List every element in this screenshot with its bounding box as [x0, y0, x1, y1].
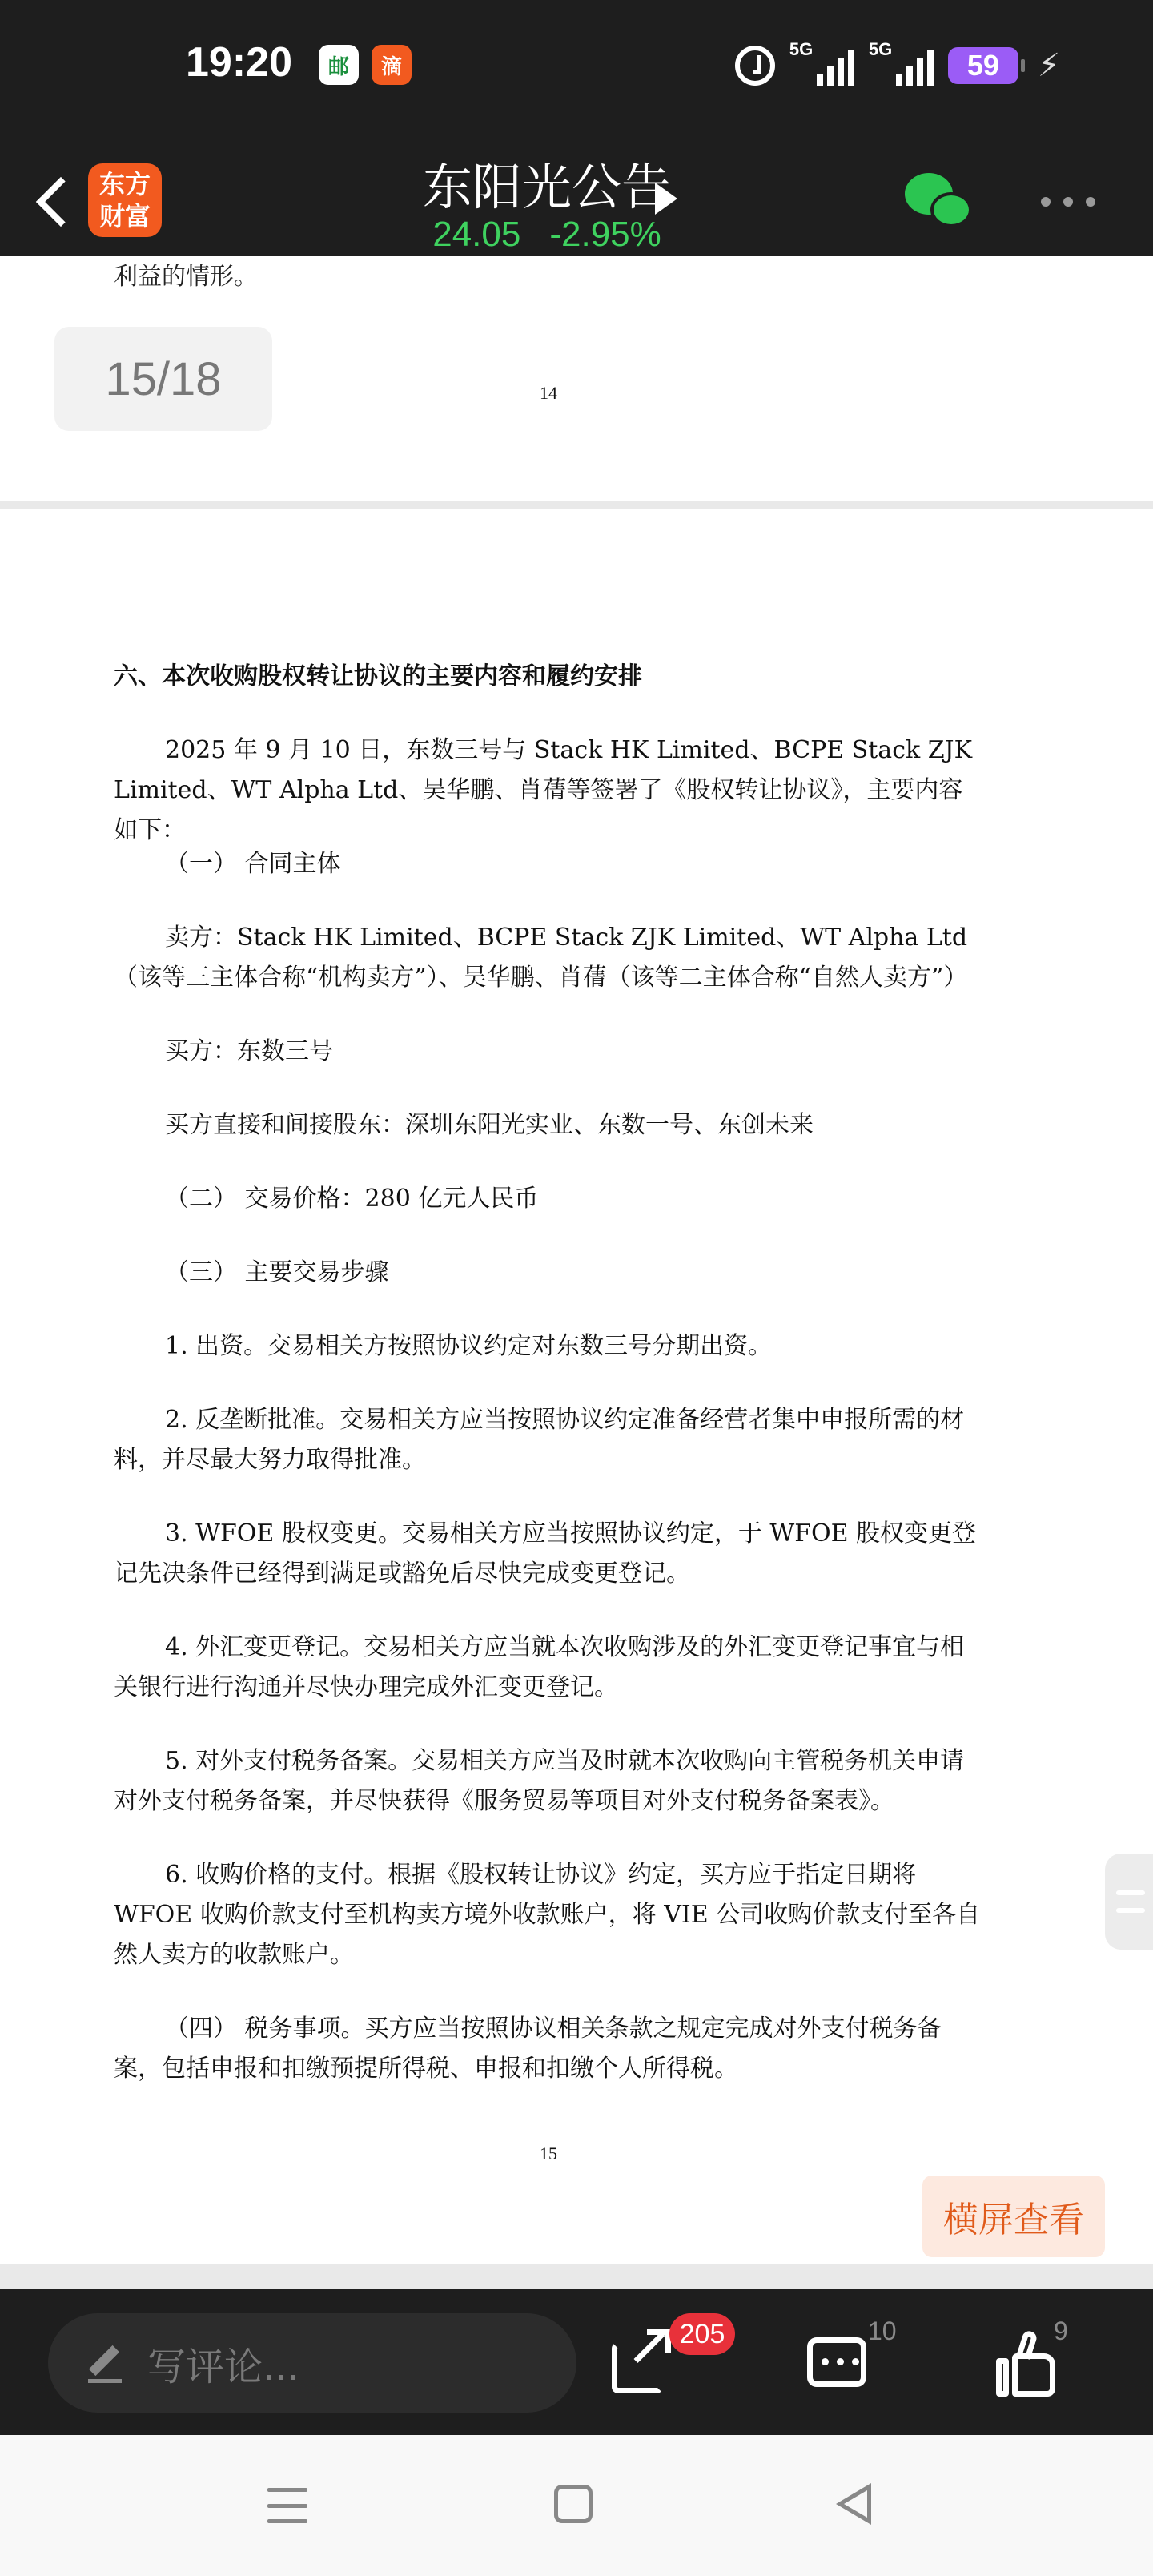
logo-line-1: 东方: [98, 169, 151, 199]
share-icon[interactable]: [607, 2326, 679, 2398]
paragraph-intro: 2025 年 9 月 10 日，东数三号与 Stack HK Limited、BCPE Stack ZJK Limited、WT Alpha Ltd、吴华鹏、肖蒨等签署了《股权转让协议》，主要内容如下：: [114, 736, 972, 844]
logo-line-2: 财富: [98, 201, 151, 231]
paragraph-step-4: 4. 外汇变更登记。交易相关方应当就本次收购涉及的外汇变更登记事宜与相关银行进行沟通并尽快办理完成外汇变更登记。: [114, 1633, 965, 1701]
battery-icon: 59: [948, 47, 1018, 84]
comment-count: 10: [868, 2316, 897, 2345]
paragraph-step-5: 5. 对外支付税务备案。交易相关方应当及时就本次收购向主管税务机关申请对外支付税务备案，并尽快获得《服务贸易等项目对外支付税务备案表》。: [114, 1747, 965, 1815]
section-heading: 六、本次收购股权转让协议的主要内容和履约安排: [114, 662, 642, 690]
wechat-icon[interactable]: [905, 173, 970, 231]
paragraph-step-6: 6. 收购价格的支付。根据《股权转让协议》约定，买方应于指定日期将 WFOE 收购价款支付至机构卖方境外收款账户，将 VIE 公司收购价款支付至各自然人卖方的收款账户。: [114, 1861, 981, 1969]
landscape-view-button[interactable]: 横屏查看: [922, 2176, 1105, 2257]
stock-price: 24.05: [432, 215, 521, 254]
didi-app-icon: 滴: [372, 45, 412, 85]
more-icon[interactable]: [1041, 197, 1095, 207]
paragraph-sellers: 卖方：Stack HK Limited、BCPE Stack ZJK Limited、WT Alpha Ltd（该等三主体合称“机构卖方”）、吴华鹏、肖蒨（该等二主体合称“自然人卖方”）: [114, 924, 968, 992]
pen-icon: [88, 2347, 120, 2379]
paragraph-price: （二） 交易价格：280 亿元人民币: [165, 1185, 539, 1213]
signal-1-icon: [789, 39, 854, 86]
document-page-15: [0, 509, 1153, 2264]
system-nav-bar: [0, 2435, 1153, 2576]
bottom-action-bar: [0, 2289, 1153, 2435]
status-indicators: [735, 39, 1060, 90]
nav-back-icon[interactable]: [836, 2483, 871, 2525]
stock-change: -2.95%: [549, 215, 661, 254]
status-bar: [0, 0, 1153, 133]
paragraph-buyer: 买方：东数三号: [165, 1037, 333, 1065]
alarm-icon: [735, 46, 775, 86]
share-count-badge: 205: [669, 2313, 735, 2355]
paragraph-steps: （三） 主要交易步骤: [165, 1258, 389, 1286]
home-icon[interactable]: [554, 2485, 593, 2523]
clipped-text: 利益的情形。: [114, 263, 258, 291]
paragraph-tax: （四） 税务事项。买方应当按照协议相关条款之规定完成对外支付税务备案，包括申报和扣缴预提所得税、申报和扣缴个人所得税。: [114, 2015, 942, 2083]
stock-title[interactable]: 东阳光公告: [422, 158, 671, 216]
comment-placeholder: 写评论...: [147, 2344, 299, 2389]
charging-bolt-icon: ⚡: [1037, 47, 1060, 84]
paragraph-shareholders: 买方直接和间接股东：深圳东阳光实业、东数一号、东创未来: [165, 1111, 814, 1139]
paragraph-step-2: 2. 反垄断批准。交易相关方应当按照协议约定准备经营者集中申报所需的材料，并尽最大努力取得批准。: [114, 1406, 965, 1474]
side-drawer-handle[interactable]: [1105, 1854, 1153, 1950]
paragraph-step-3: 3. WFOE 股权变更。交易相关方应当按照协议约定，于 WFOE 股权变更登记先决条件已经得到满足或豁免后尽快完成变更登记。: [114, 1519, 977, 1588]
like-count: 9: [1054, 2316, 1068, 2345]
clipped-text-strip: [0, 256, 1153, 293]
signal-2-icon: [868, 39, 934, 86]
post-app-icon: 邮: [319, 45, 359, 85]
comment-input[interactable]: [48, 2313, 576, 2413]
page-indicator: 15/18: [54, 327, 272, 431]
app-header: [0, 133, 1153, 272]
network-type-2: 5G: [868, 39, 893, 59]
comment-icon[interactable]: [802, 2326, 874, 2398]
recent-apps-icon[interactable]: [267, 2488, 307, 2523]
page-number-14: 14: [540, 383, 557, 403]
network-type-1: 5G: [789, 39, 814, 59]
paragraph-contract-parties: （一） 合同主体: [165, 850, 341, 878]
play-icon[interactable]: [655, 183, 677, 215]
status-time: 19:20: [186, 39, 292, 86]
paragraph-step-1: 1. 出资。交易相关方按照协议约定对东数三号分期出资。: [165, 1332, 773, 1360]
document-page-14: [0, 272, 1153, 501]
page-number-15: 15: [540, 2143, 557, 2163]
